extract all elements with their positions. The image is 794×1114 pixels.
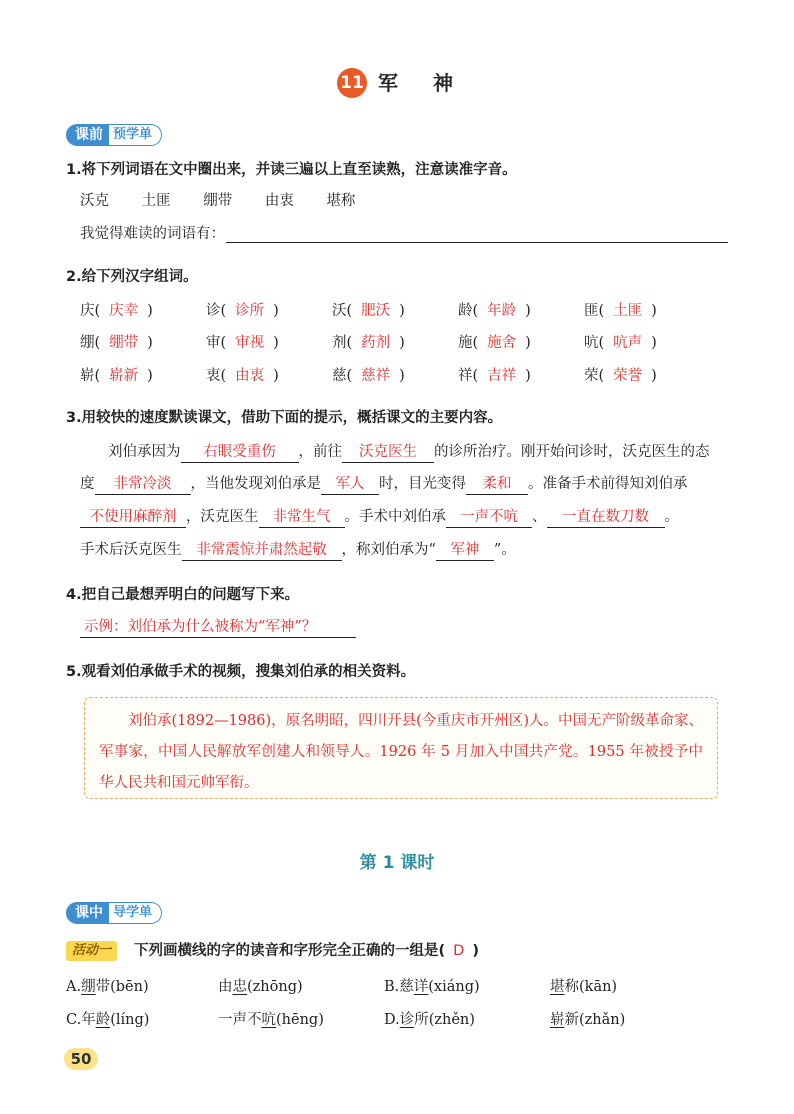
answer-blank: 柔和 [466,474,528,495]
answer-blank: 非常震惊并肃然起敬 [182,540,342,561]
option-c: C.年龄(líng) [66,1012,150,1028]
word-cell: 龄( 年龄 ) [458,303,531,319]
q3-line-1: 刘伯承因为 右眼受重伤 ，前往 沃克医生 的诊所治疗。刚开始问诊时，沃克医生的态 [108,442,710,463]
q1-word-list [80,191,355,211]
word-cell: 沃( 肥沃 ) [332,303,405,319]
biography-box [84,697,718,799]
lesson-number-badge: 11 [337,68,367,98]
q3-line-2: 度 非常冷淡 ，当他发现刘伯承是 军人 时，目光变得 柔和 。准备手术前得知刘伯承 [80,474,688,495]
question-2-prompt: 2.给下列汉字组词。 [66,269,198,285]
activity-label: 活动一 [66,941,117,961]
answer-blank: 军人 [321,474,379,495]
word: 由衷 [264,193,294,209]
word-cell: 祥( 吉祥 ) [458,368,531,384]
answer-blank: 沃克医生 [342,442,434,463]
question-1-prompt: 1.将下列词语在文中圈出来，并读三遍以上直至读熟，注意读准字音。 [66,162,517,178]
answer-blank: 非常生气 [259,507,345,528]
q4-answer: 示例：刘伯承为什么被称为“军神”？ [80,617,356,638]
word-cell: 施( 施舍 ) [458,335,531,351]
word-cell: 吭( 吭声 ) [584,335,657,351]
word: 土匪 [141,193,171,209]
word-cell: 崭( 崭新 ) [80,368,153,384]
option-c-2: 一声不吭(hēng) [218,1012,324,1028]
answer-blank: 不使用麻醉剂 [80,507,186,528]
word: 堪称 [326,193,356,209]
question-4-prompt: 4.把自己最想弄明白的问题写下来。 [66,587,300,603]
question-3-prompt: 3.用较快的速度默读课文，借助下面的提示，概括课文的主要内容。 [66,410,503,426]
word-cell: 庆( 庆幸 ) [80,303,153,319]
answer-blank: 一声不吭 [446,507,532,528]
word-cell: 匪( 土匪 ) [584,303,657,319]
word: 沃克 [80,193,109,209]
page-number: 50 [64,1048,98,1070]
option-a-2: 由忠(zhōng) [218,979,303,995]
word-cell: 诊( 诊所 ) [206,303,279,319]
answer-blank: 右眼受重伤 [181,442,299,463]
word-cell: 绷( 绷带 ) [80,335,153,351]
word-cell: 荣( 荣誉 ) [584,368,657,384]
biography-text: 刘伯承(1892—1986)，原名明昭，四川开县(今重庆市开州区)人。中国无产阶级革命家、军事家，中国人民解放军创建人和领导人。1926 年 5 月加入中国共产党。1955 年被授予中华人民共和国元帅军衔。 [99,713,703,791]
answer-blank: 一直在数刀数 [547,507,665,528]
word-cell: 衷( 由衷 ) [206,368,279,384]
q1-line-label: 我觉得难读的词语有： [80,226,225,242]
option-d-2: 崭新(zhǎn) [550,1012,626,1028]
answer-blank: 军神 [436,540,494,561]
word-cell: 审( 审视 ) [206,335,279,351]
tag-part-a: 课前 [66,124,109,146]
tag-part-b: 导学单 [109,902,162,924]
option-a: A.绷带(bēn) [66,979,149,995]
q3-line-4: 手术后沃克医生 非常震惊并肃然起敬 ，称刘伯承为“ 军神 ”。 [80,540,516,561]
q3-line-3: 不使用麻醉剂 ，沃克医生 非常生气 。手术中刘伯承 一声不吭 、 一直在数刀数 。 [80,507,679,528]
lesson-title: 军 神 [378,71,467,95]
question-5-prompt: 5.观看刘伯承做手术的视频，搜集刘伯承的相关资料。 [66,664,416,680]
section-tag-preview [66,124,162,146]
activity-answer: D [453,943,465,959]
activity-prompt: 下列画横线的字的读音和字形完全正确的一组是( D ) [134,943,479,959]
tag-part-a: 课中 [66,902,109,924]
section-tag-in-class [66,902,162,924]
option-b-2: 堪称(kān) [550,979,618,995]
answer-blank: 非常冷淡 [95,474,191,495]
q1-answer-line[interactable] [226,242,728,243]
lesson-period-heading: 第 1 课时 [359,853,435,873]
option-b: B.慈详(xiáng) [384,979,480,995]
tag-part-b: 预学单 [109,124,162,146]
word-cell: 剂( 药剂 ) [332,335,405,351]
q4-answer-line [80,617,356,638]
word: 绷带 [203,193,233,209]
word-cell: 慈( 慈祥 ) [332,368,405,384]
option-d: D.诊所(zhěn) [384,1012,475,1028]
